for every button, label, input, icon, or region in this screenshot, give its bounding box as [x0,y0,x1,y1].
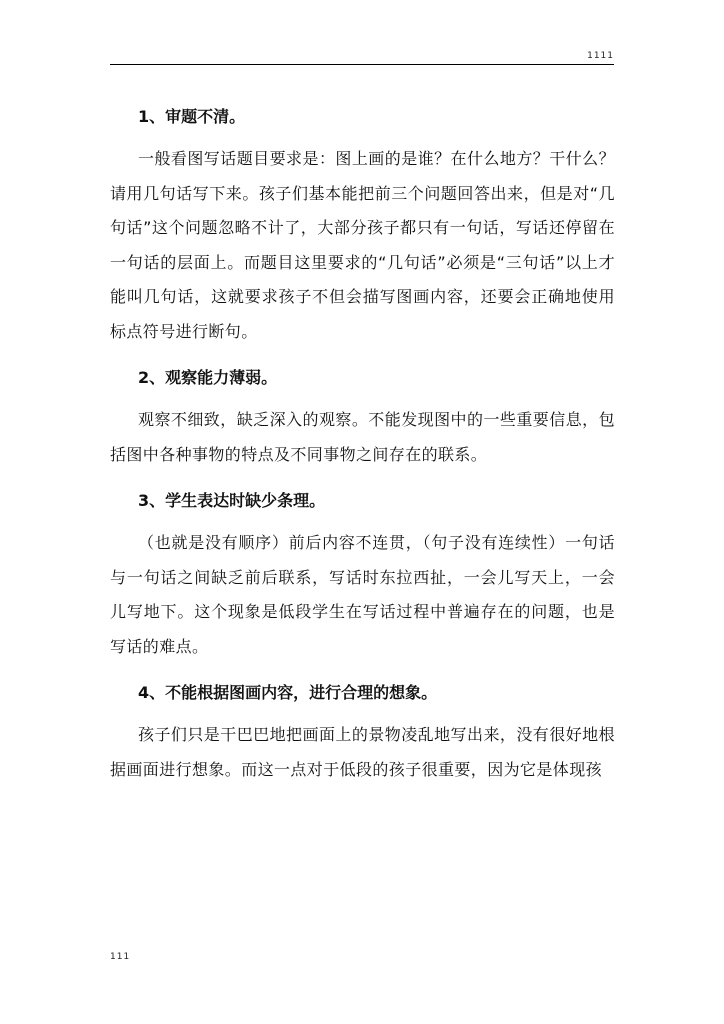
section-heading: 1、审题不清。 [138,107,246,126]
section-heading: 4、不能根据图画内容，进行合理的想象。 [138,683,438,702]
footer-page-code: 111 [110,952,131,962]
header-page-code: 1111 [587,51,614,61]
document-body [110,94,615,787]
section-heading: 2、观察能力薄弱。 [138,368,278,387]
section-paragraph: （也就是没有顺序）前后内容不连贯，（句子没有连续性）一句话与一句话之间缺乏前后联系，写话时东拉西扯，一会儿写天上，一会儿写地下。这个现象是低段学生在写话过程中普遍存在的问题，也是写话的难点。 [110,533,615,656]
header-divider [110,64,614,65]
section-paragraph: 一般看图写话题目要求是：图上画的是谁？在什么地方？干什么？请用几句话写下来。孩子们基本能把前三个问题回答出来，但是对“几句话”这个问题忽略不计了，大部分孩子都只有一句话，写话还停留在一句话的层面上。而题目这里要求的“几句话”必须是“三句话”以上才能叫几句话，这就要求孩子不但会描写图画内容，还要会正确地使用标点符号进行断句。 [110,149,615,341]
section-paragraph: 观察不细致，缺乏深入的观察。不能发现图中的一些重要信息，包括图中各种事物的特点及不同事物之间存在的联系。 [110,410,615,464]
section-paragraph: 孩子们只是干巴巴地把画面上的景物凌乱地写出来，没有很好地根据画面进行想象。而这一点对于低段的孩子很重要，因为它是体现孩 [110,725,615,779]
section-heading: 3、学生表达时缺少条理。 [138,491,326,510]
